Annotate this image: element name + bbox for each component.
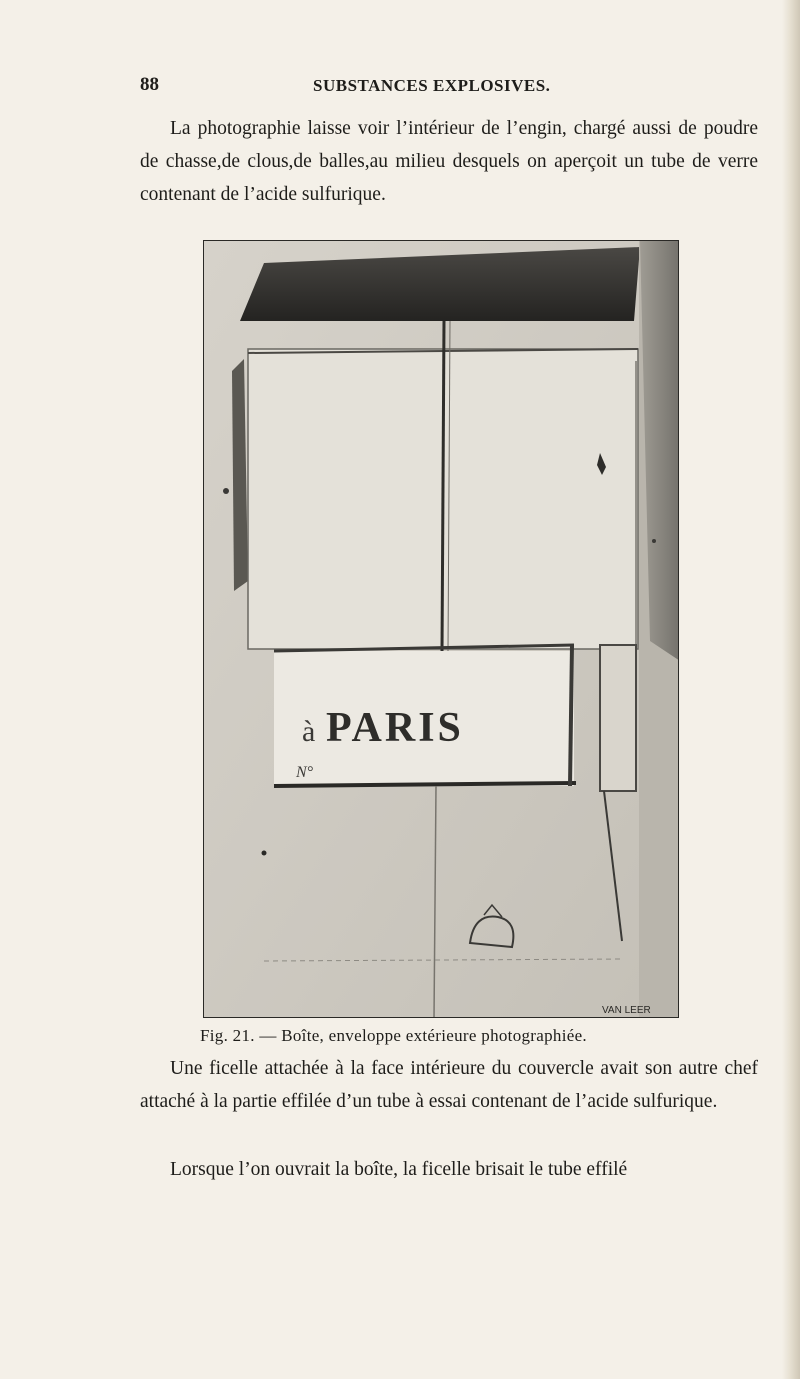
- page-number: 88: [140, 74, 159, 95]
- label-number-text: N°: [296, 764, 314, 781]
- paragraph-opening: [140, 1153, 758, 1186]
- figure-caption: Fig. 21. — Boîte, enveloppe extérieure photographiée.: [200, 1026, 587, 1045]
- engraver-signature: VAN LEER: [602, 1005, 651, 1016]
- label-a-text: à: [302, 715, 316, 748]
- page-header: [0, 74, 800, 100]
- figure-photograph: [203, 240, 679, 1018]
- paragraph-string-text: Une ficelle attachée à la face intérieure du couvercle avait son autre chef attaché à la partie effilée d’un tube à essai contenant de l’acide sulfurique.: [140, 1058, 758, 1112]
- paragraph-opening-text: Lorsque l’on ouvrait la boîte, la ficelle brisait le tube effilé: [170, 1159, 628, 1180]
- box-photograph-illustration: [204, 241, 679, 1018]
- paragraph-intro-text: La photographie laisse voir l’intérieur de l’engin, chargé aussi de poudre de chasse,de clous,de balles,au milieu desquels on aperçoit un tube de verre contenant de l’acide sulfurique.: [140, 118, 758, 205]
- page-edge-shadow: [782, 0, 800, 1379]
- running-head: SUBSTANCES EXPLOSIVES.: [313, 76, 551, 95]
- label-paris-text: PARIS: [326, 705, 464, 751]
- paragraph-intro: [140, 112, 758, 211]
- paragraph-string: [140, 1052, 758, 1118]
